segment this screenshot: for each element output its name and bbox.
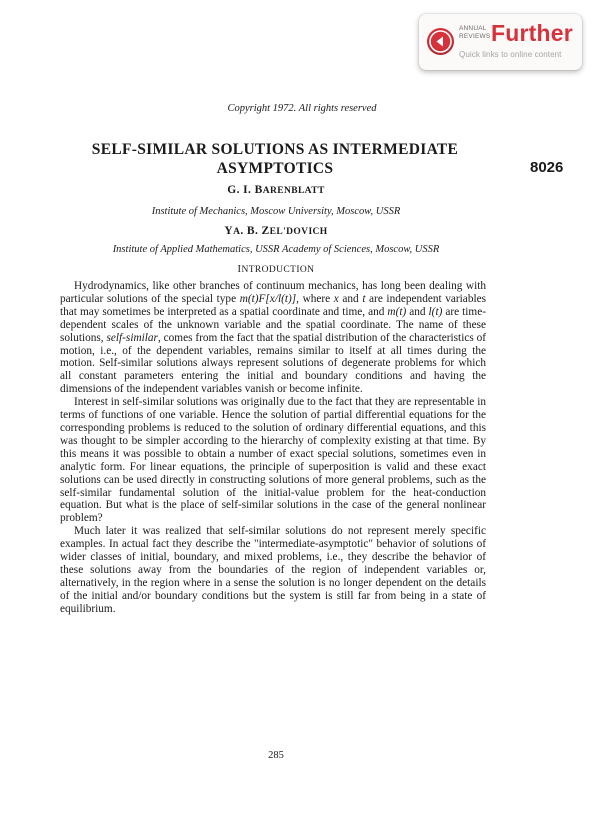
p1-var-t: t [362,292,366,305]
p1-text-d: are independent variables that may sometimes be interpreted as a spatial coordinate and time, and [60,292,487,318]
section-heading-initial: I [237,264,242,275]
p1-text-b: , where [296,292,334,305]
paragraph-3: Much later it was realized that self-similar solutions do not represent merely specific examples. In actual fact they describe the "intermediate-asymptotic" behavior of solutions of wider classes of initial, boundary, and mixed problems, i.e., they describe the behavior of these solutions away from the boundaries of the region of independent variables or, alternatively, in the region where in a sense the solution is no longer dependent on the details of the initial and/or boundary conditions but the system is still far from being in a state of equilibrium. [60,525,486,615]
brand-line-1: ANNUAL [459,25,487,32]
author-2 [0,225,552,237]
author-2-surname: EL'DOVICH [269,227,328,237]
further-badge[interactable] [419,14,582,70]
author-1-initials: G. I. B [227,184,263,196]
author-1-affiliation: Institute of Mechanics, Moscow University, Moscow, USSR [151,206,401,217]
author-1 [0,184,552,196]
author-2-affiliation: Institute of Applied Mathematics, USSR Academy of Sciences, Moscow, USSR [112,244,440,255]
paragraph-2: Interest in self-similar solutions was originally due to the fact that they are representable in terms of functions of one variable. Hence the solution of partial differential equations for the corresponding problems is reduced to the solution of ordinary differential equations, and this was thought to be simpler according to the hierarchy of complexity existing at that time. By this means it was possible to obtain a number of exact special solutions, sometimes even in analytic form. For linear equations, the principle of superposition is valid and these exact solutions can be used directly in constructing solutions of more general problems, such as the self-similar fundamental solution of the initial-value problem for the heat-conduction equation. But what is the place of self-similar solutions in the case of the general nonlinear problem? [60,396,486,525]
page-number: 285 [268,750,284,761]
p1-text-e: and [406,305,429,318]
article-title [74,140,476,178]
play-arrow-icon[interactable] [427,28,454,55]
p1-text-a: Hydrodynamics, like other branches of continuum mechanics, has long been dealing with particular solutions of the special type [60,280,486,305]
title-line-1: SELF-SIMILAR SOLUTIONS AS INTERMEDIATE [91,141,459,158]
article-code: 8026 [530,159,564,176]
p1-text-f: are time-dependent scales of the unknown variable and the spatial coordinate. The name of these solutions, [60,305,486,344]
section-heading-rest: NTRODUCTION [241,265,315,275]
annual-reviews-logo [459,25,489,41]
p1-var-l: l(t) [428,305,443,318]
badge-subtitle[interactable]: Quick links to online content [459,50,562,59]
paragraph-1 [60,280,486,396]
author-2-middle: . B. Z [240,225,270,237]
author-2-initial: Y [224,225,234,237]
brand-line-2: REVIEWS [459,33,491,40]
badge-title[interactable]: Further [491,20,573,46]
title-line-2: ASYMPTOTICS [216,160,334,177]
section-heading [0,264,552,275]
article-body [60,280,486,616]
p1-var-m: m(t) [387,305,407,318]
p1-formula: m(t)F[x/l(t)] [239,292,297,305]
p1-text-g: , comes from the fact that the spatial distribution of the characteristics of motion, i.e., of the dependent variables, remains similar to itself at all times during the motion. Self-similar solutions always represent solutions of degenerate problems for which all constant parameters entering the initial and boundary conditions and having the dimensions of the independent variables vanish or become infinite. [60,331,486,396]
p1-var-x: x [333,292,339,305]
p1-text-c: and [338,292,363,305]
copyright-notice: Copyright 1972. All rights reserved [227,103,377,114]
p1-emphasis: self-similar [106,331,158,344]
author-2-initial-rest: A [233,227,241,237]
author-1-surname: ARENBLATT [262,186,325,196]
